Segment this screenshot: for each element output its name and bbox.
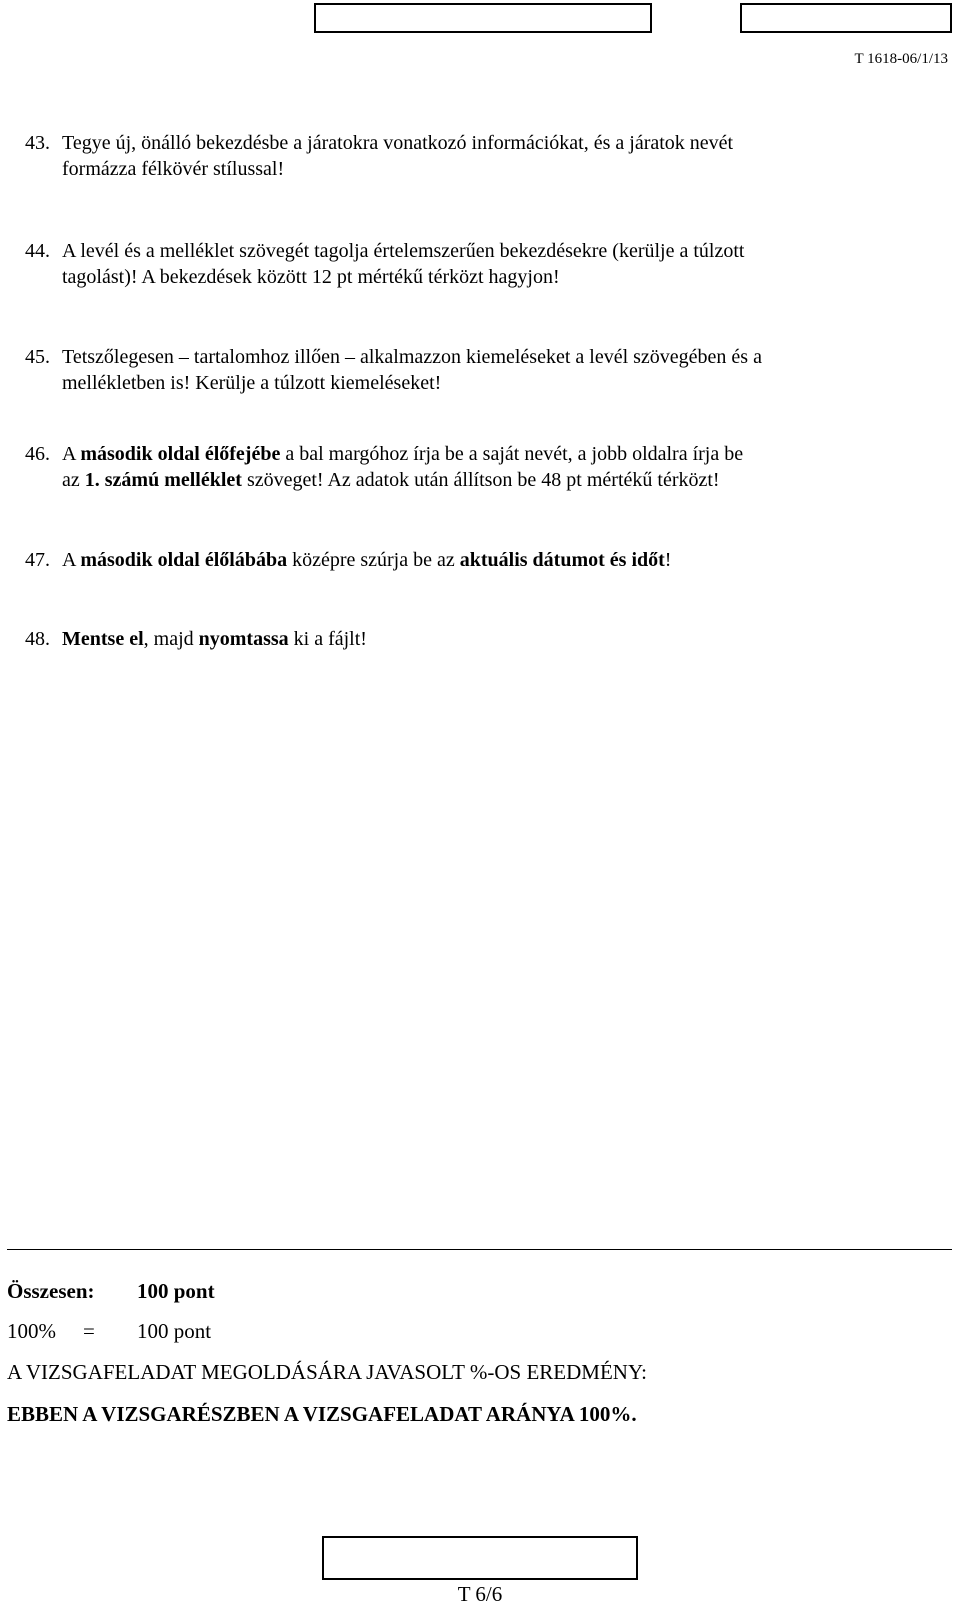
task-text-line2: formázza félkövér stílussal! — [62, 158, 285, 180]
text-run: A — [62, 549, 81, 571]
task-text-line2: tagolást)! A bekezdések között 12 pt mértékű térközt hagyjon! — [62, 266, 560, 288]
text-run: szöveget! Az adatok után állítson be 48 pt mértékű térközt! — [241, 469, 720, 491]
task-text-line1: A levél és a melléklet szövegét tagolja értelemszerűen bekezdésekre (kerülje a túlzott — [62, 240, 745, 262]
footer-score-box — [322, 1536, 638, 1580]
text-run-bold: Mentse el — [62, 628, 144, 650]
summary-total-value: 100 pont — [137, 1279, 215, 1303]
task-text-line1 — [62, 628, 367, 650]
task-item-47 — [25, 547, 945, 573]
text-run-bold: második oldal élőlábába — [80, 549, 288, 571]
text-run: , majd — [143, 628, 199, 650]
header-score-box-right — [740, 3, 952, 33]
text-run: ! — [664, 549, 672, 571]
task-number: 46. — [25, 443, 50, 465]
task-text-line1 — [62, 549, 671, 571]
summary-percent — [7, 1317, 211, 1345]
task-item-44 — [25, 238, 945, 290]
task-item-46 — [25, 441, 945, 493]
summary-percent-label: 100% — [7, 1319, 56, 1343]
task-text-line1 — [62, 443, 743, 465]
header-score-box-left — [314, 3, 652, 33]
task-text-line2: mellékletben is! Kerülje a túlzott kiemeléseket! — [62, 372, 442, 394]
text-run: ki a fájlt! — [288, 628, 367, 650]
task-item-43 — [25, 130, 945, 182]
task-number: 43. — [25, 132, 50, 154]
summary-total-label: Összesen: — [7, 1279, 95, 1303]
task-text-line1: Tegye új, önálló bekezdésbe a járatokra vonatkozó információkat, és a járatok nevét — [62, 132, 734, 154]
document-code: T 1618-06/1/13 — [854, 51, 948, 67]
task-number: 48. — [25, 628, 50, 650]
text-run: A — [62, 443, 81, 465]
task-number: 44. — [25, 240, 50, 262]
page-number: T 6/6 — [457, 1582, 503, 1606]
task-item-45 — [25, 344, 945, 396]
task-number: 45. — [25, 346, 50, 368]
text-run: az — [62, 469, 85, 491]
summary-divider — [7, 1249, 952, 1250]
summary-recommended: A VIZSGAFELADAT MEGOLDÁSÁRA JAVASOLT %-OS EREDMÉNY: — [7, 1360, 648, 1384]
summary-share: EBBEN A VIZSGARÉSZBEN A VIZSGAFELADAT ARÁNYA 100%. — [7, 1402, 637, 1426]
summary-percent-equals: = — [83, 1319, 95, 1343]
task-number: 47. — [25, 549, 50, 571]
text-run-bold: második oldal élőfejébe — [80, 443, 281, 465]
task-text-line2 — [25, 467, 945, 493]
task-text-line1: Tetszőlegesen – tartalomhoz illően – alkalmazzon kiemeléseket a levél szövegében és a — [62, 346, 762, 368]
summary-percent-value: 100 pont — [137, 1319, 212, 1343]
text-run-bold: nyomtassa — [198, 628, 289, 650]
text-run-bold: aktuális dátumot és időt — [459, 549, 665, 571]
text-run: a bal margóhoz írja be a saját nevét, a jobb oldalra írja be — [280, 443, 744, 465]
summary-total — [7, 1277, 215, 1305]
text-run: középre szúrja be az — [287, 549, 460, 571]
task-item-48 — [25, 626, 945, 652]
text-run-bold: 1. számú melléklet — [84, 469, 242, 491]
